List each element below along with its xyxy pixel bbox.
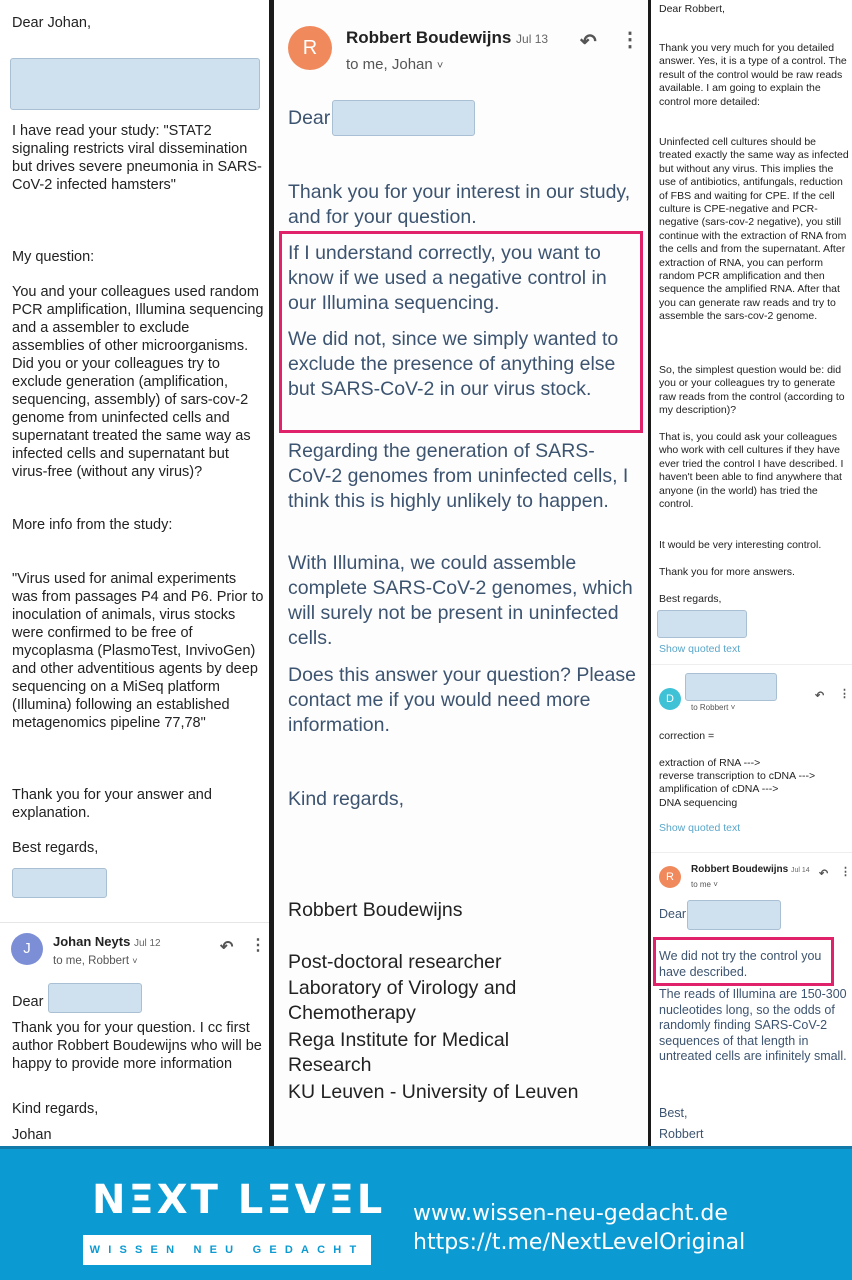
email-6-closing: Best,: [659, 1106, 688, 1120]
avatar-j[interactable]: J: [11, 933, 43, 965]
email-6-signature: Robbert: [659, 1127, 704, 1141]
chevron-down-icon: ˅: [436, 60, 444, 72]
signature-lab: Laboratory of Virology and Chemotherapy: [288, 977, 517, 1024]
email-3-para-5: With Illumina, we could assemble complete SARS-CoV-2 genomes, which will surely not be present in uninfected cells.: [288, 552, 633, 649]
redacted-signature: [657, 610, 747, 638]
email-2-signature: Johan: [12, 1127, 52, 1143]
show-quoted-text-link[interactable]: Show quoted text: [659, 643, 741, 655]
email-6-highlight-text: We did not try the control you have described.: [659, 949, 822, 979]
more-options-icon[interactable]: ⋮: [620, 29, 640, 51]
show-quoted-text-link[interactable]: Show quoted text: [659, 822, 741, 834]
more-options-icon[interactable]: ⋮: [839, 688, 850, 700]
email-2-message: [0, 922, 269, 1146]
email-1-intro: I have read your study: "STAT2 signaling restricts viral dissemination but drives severe pneumonia in SARS-CoV-2 infected hamsters": [12, 123, 262, 193]
email-1-quote: "Virus used for animal experiments was from passages P4 and P6. Prior to inoculation of animals, virus stocks were confirmed to be free of mycoplasma (PlasmoTest, InvivoGen) and other adventitious agents by deep sequencing on a MiSeq platform (Illumina) following an established metagenomics pipeline 77,78": [12, 571, 264, 731]
email-1-question-label: My question:: [12, 249, 95, 265]
email-column-1: [0, 0, 269, 1146]
email-3-para-4: Regarding the generation of SARS-CoV-2 genomes from uninfected cells, I think this is highly unlikely to happen.: [288, 440, 629, 512]
email-1-closing: Best regards,: [12, 840, 99, 856]
recipients-toggle[interactable]: to me, Robbert ˅: [53, 955, 138, 967]
email-4-para-1: Thank you very much for you detailed answer. Yes, it is a type of a control. The result of the control would be raw reads available. I am going to explain the control more detailed:: [659, 42, 847, 108]
more-options-icon[interactable]: ⋮: [250, 937, 266, 954]
email-column-2: [274, 0, 648, 1146]
email-4-para-4: That is, you could ask your colleagues who work with cell cultures if they have ever tried the control I have described. I haven't been able to find anywhere that anyone (in the world) has tried the control.: [659, 431, 844, 511]
email-4-para-2: Uninfected cell cultures should be treated exactly the same way as infected but without any virus. This implies the use of antibiotics, antifungals, reduction of FBS and waiting for CPE. If the cell culture is CPE-negative and PCR-negative (sars-cov-2 negative), you still continue with the extraction of RNA from the cells and from the supernatant. After extraction of RNA, you can perform random PCR amplification and then sequence the amplified RNA. After that you can generate raw reads and try to assemble the sars-cov-2 genome.: [659, 136, 849, 323]
email-3-para-2: If I understand correctly, you want to know if we used a negative control in our Illumina sequencing.: [288, 242, 607, 314]
signature-name: Robbert Boudewijns: [288, 899, 463, 921]
email-3-closing: Kind regards,: [288, 788, 404, 810]
chevron-down-icon: ˅: [730, 703, 736, 712]
sender-name[interactable]: Robbert Boudewijns Jul 13: [346, 28, 549, 47]
recipients-toggle[interactable]: to me ˅: [691, 880, 718, 889]
email-4-closing: Best regards,: [659, 593, 722, 605]
email-2-closing: Kind regards,: [12, 1101, 99, 1117]
reply-icon[interactable]: ↶: [580, 31, 597, 53]
email-3-greeting: Dear: [288, 107, 331, 129]
email-column-3: [651, 0, 852, 1146]
email-date: Jul 14: [791, 867, 810, 874]
avatar-r[interactable]: R: [288, 26, 332, 70]
redacted-name: [687, 900, 781, 930]
recipients-toggle[interactable]: to me, Johan ˅: [346, 56, 444, 73]
email-3-para-3: We did not, since we simply wanted to exclude the presence of anything else but SARS-CoV-2 in our virus stock.: [288, 328, 619, 400]
email-2-body: Thank you for your question. I cc first author Robbert Boudewijns who will be happy to provide more information: [12, 1020, 262, 1072]
email-4-para-6: Thank you for more answers.: [659, 566, 795, 578]
email-3-para-1: Thank you for your interest in our study, and for your question.: [288, 181, 631, 228]
email-date: Jul 12: [133, 938, 161, 949]
email-4-greeting: Dear Robbert,: [659, 3, 725, 15]
email-5-line-4: amplification of cDNA --->: [659, 783, 779, 795]
divider: [651, 852, 852, 853]
reply-icon[interactable]: ↶: [815, 690, 825, 702]
redacted-signature: [12, 868, 107, 898]
reply-icon[interactable]: ↶: [220, 939, 234, 956]
email-date: Jul 13: [516, 32, 549, 46]
email-1-question: You and your colleagues used random PCR amplification, Illumina sequencing and a assembler to exclude assemblies of other microorganisms. Did you or your colleagues try to exclude generation (amplification, sequencing, assembly) of sars-cov-2 genome from uninfected cells and supernatant treated the same way as infected cells and supernatant but virus-free (without any virus)?: [12, 284, 264, 480]
logo-tagline: WISSEN NEU GEDACHT: [83, 1235, 371, 1265]
email-1-thanks: Thank you for your answer and explanation.: [12, 787, 212, 821]
redacted-name: [48, 983, 142, 1013]
email-3-para-6: Does this answer your question? Please contact me if you would need more information.: [288, 664, 636, 736]
email-5-line-1: correction =: [659, 730, 715, 742]
redacted-sender: [685, 673, 777, 701]
chevron-down-icon: ˅: [132, 956, 138, 966]
email-2-greeting: Dear: [12, 994, 44, 1010]
email-5-line-2: extraction of RNA --->: [659, 757, 761, 769]
more-options-icon[interactable]: ⋮: [840, 866, 851, 878]
email-6-body: The reads of Illumina are 150-300 nucleotides long, so the odds of randomly finding SARS-CoV-2 sequences of that length in untreated cells are infinitely small.: [659, 987, 847, 1063]
signature-university: KU Leuven - University of Leuven: [288, 1081, 579, 1103]
reply-icon[interactable]: ↶: [819, 868, 829, 880]
email-5-line-3: reverse transcription to cDNA --->: [659, 770, 816, 782]
redacted-name: [332, 100, 475, 136]
chevron-down-icon: ˅: [713, 880, 718, 889]
signature-title: Post-doctoral researcher: [288, 951, 502, 973]
telegram-link[interactable]: https://t.me/NextLevelOriginal: [413, 1230, 746, 1255]
sender-name[interactable]: Robbert Boudewijns Jul 14: [691, 864, 810, 875]
footer-banner: [0, 1146, 852, 1280]
avatar-d[interactable]: D: [659, 688, 681, 710]
avatar-r[interactable]: R: [659, 866, 681, 888]
email-5-line-5: DNA sequencing: [659, 797, 738, 809]
email-4-para-5: It would be very interesting control.: [659, 539, 822, 551]
email-1-greeting: Dear Johan,: [12, 15, 91, 31]
email-6-greeting: Dear: [659, 907, 687, 921]
next-level-logo: NΞXT LΞVΞL: [92, 1177, 386, 1223]
recipients-toggle[interactable]: to Robbert ˅: [691, 703, 736, 712]
footer-links: [413, 1199, 745, 1257]
sender-name[interactable]: Johan Neyts Jul 12: [53, 934, 161, 949]
signature-institute: Rega Institute for Medical Research: [288, 1029, 510, 1076]
redacted-name-block: [10, 58, 260, 110]
email-4-para-3: So, the simplest question would be: did you or your colleagues try to generate raw reads from the control (according to my description)?: [659, 364, 845, 417]
website-link[interactable]: www.wissen-neu-gedacht.de: [413, 1201, 728, 1226]
email-1-more-info-label: More info from the study:: [12, 517, 173, 533]
divider: [651, 664, 852, 665]
